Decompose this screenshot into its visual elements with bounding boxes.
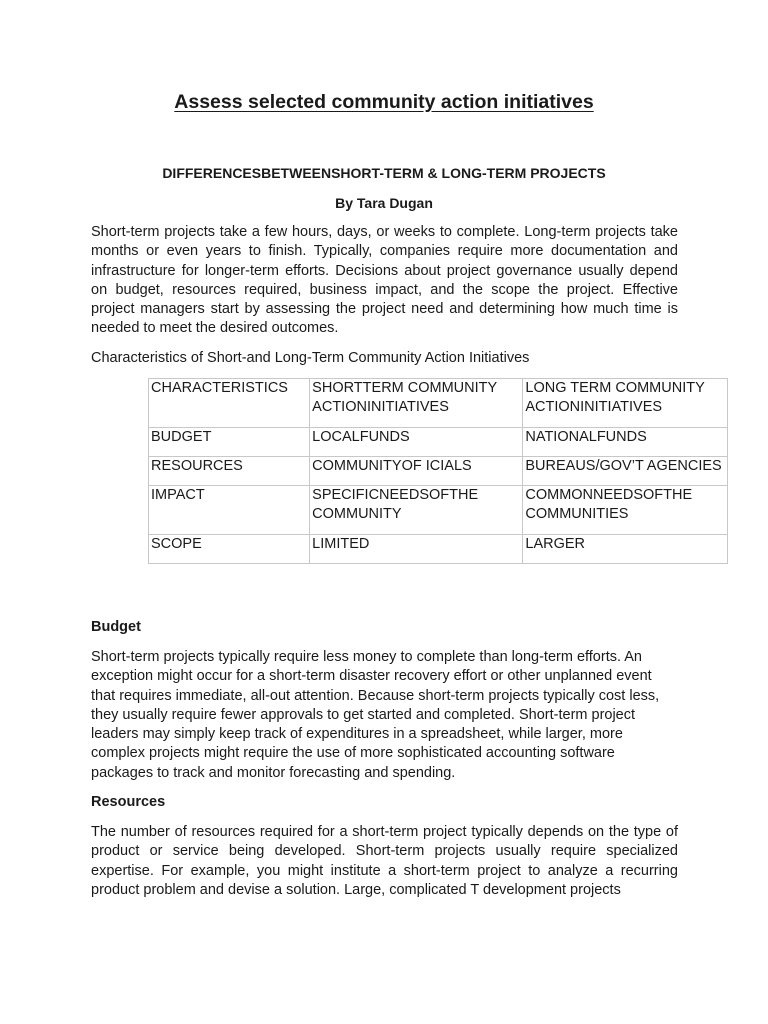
- table-header-row: [149, 379, 728, 428]
- table-cell: LOCALFUNDS: [310, 427, 523, 456]
- table-row: [149, 534, 728, 563]
- resources-paragraph: The number of resources required for a short-term project typically depends on the type of product or service being developed. Short-term projects usually require specialized expertise. For example, you might institute a short-term project to analyze a recurring product problem and devise a solution. Large, complicated T development projects: [91, 824, 678, 898]
- table-cell: SPECIFICNEEDSOFTHE COMMUNITY: [310, 486, 523, 535]
- section-heading-budget: Budget: [91, 619, 141, 635]
- table-cell: NATIONALFUNDS: [523, 427, 728, 456]
- table-caption: Characteristics of Short-and Long-Term Community Action Initiatives: [91, 350, 530, 366]
- section-heading-resources: Resources: [91, 794, 166, 810]
- intro-paragraph: Short-term projects take a few hours, days, or weeks to complete. Long-term projects take months or even years to finish. Typically, companies require more documentation and infrastructure for longer-term efforts. Decisions about project governance usually depend on budget, resources required, business impact, and the scope the project. Effective project managers start by assessing the project need and determining how much time is needed to meet the desired outcomes.: [91, 224, 678, 337]
- table-row: [149, 427, 728, 456]
- table-header-cell: CHARACTERISTICS: [149, 379, 310, 428]
- table-cell: LIMITED: [310, 534, 523, 563]
- table-cell: BUDGET: [149, 427, 310, 456]
- table-header-cell: LONG TERM COMMUNITY ACTIONINITIATIVES: [523, 379, 728, 428]
- characteristics-table: [148, 378, 728, 564]
- table-cell: IMPACT: [149, 486, 310, 535]
- table-row: [149, 456, 728, 485]
- table-cell: RESOURCES: [149, 456, 310, 485]
- table-cell: COMMUNITYOF ICIALS: [310, 456, 523, 485]
- table-header-cell: SHORTTERM COMMUNITY ACTIONINITIATIVES: [310, 379, 523, 428]
- table-cell: LARGER: [523, 534, 728, 563]
- table-row: [149, 486, 728, 535]
- table-cell: BUREAUS/GOV’T AGENCIES: [523, 456, 728, 485]
- author-byline: By Tara Dugan: [335, 195, 433, 211]
- table-cell: SCOPE: [149, 534, 310, 563]
- table-cell: COMMONNEEDSOFTHE COMMUNITIES: [523, 486, 728, 535]
- document-subtitle: DIFFERENCESBETWEENSHORT-TERM & LONG-TERM PROJECTS: [162, 165, 606, 181]
- document-title: Assess selected community action initiatives: [174, 91, 594, 113]
- budget-paragraph: Short-term projects typically require less money to complete than long-term efforts. An exception might occur for a short-term disaster recovery effort or other unplanned event that requires immediate, all-out attention. Because short-term projects typically cost less, they usually require fewer approvals to get started and completed. Short-term project leaders may simply keep track of expenditures in a spreadsheet, while larger, more complex projects might require the use of more sophisticated accounting software packages to track and monitor forecasting and spending.: [91, 649, 660, 781]
